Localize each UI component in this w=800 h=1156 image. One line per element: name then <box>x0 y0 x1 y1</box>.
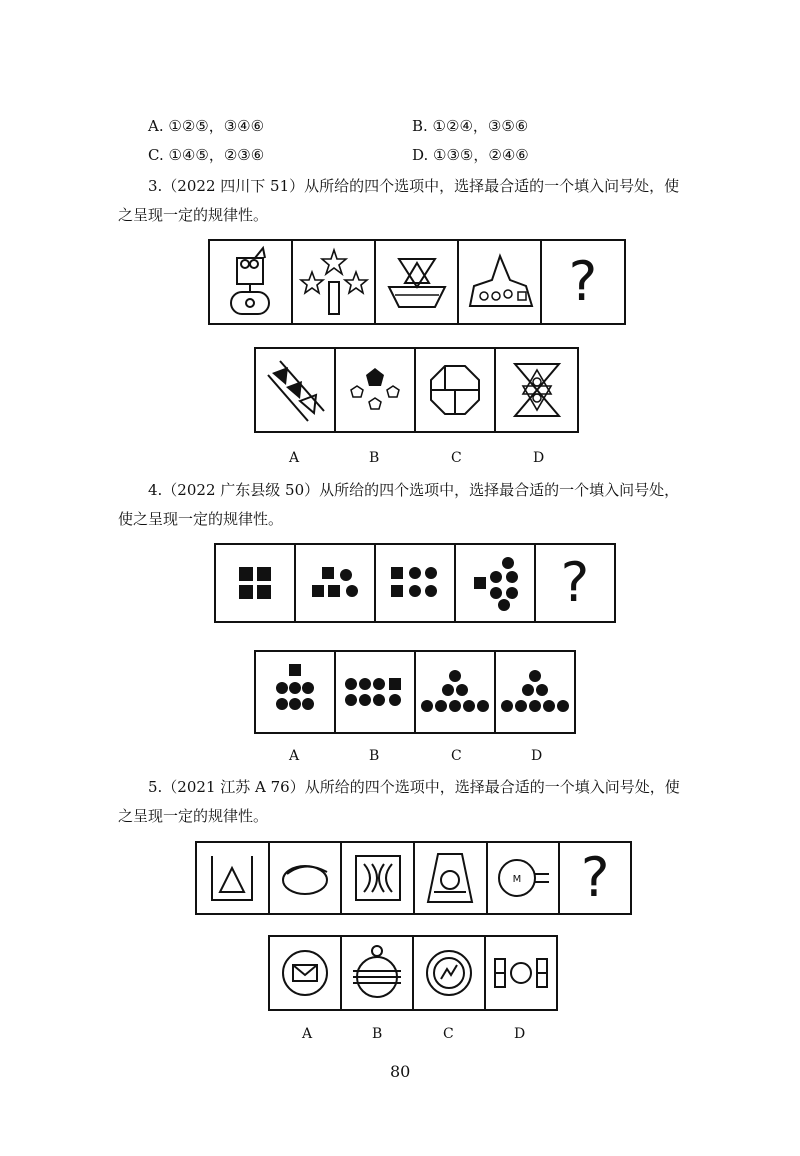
q4-options-row <box>254 650 576 734</box>
q5-options-row <box>268 935 558 1011</box>
q3-label-d: D <box>533 450 545 466</box>
q4-text-line1: 4.（2022 广东县级 50）从所给的四个选项中，选择最合适的一个填入问号处， <box>148 481 680 499</box>
envelope-icon <box>277 945 333 1001</box>
q4-option-b-figure <box>336 652 416 732</box>
q5-figure-1 <box>197 843 270 913</box>
q4-label-c: C <box>451 748 462 764</box>
q3-figure-3 <box>376 241 459 323</box>
option-d: D. ①③⑤，②④⑥ <box>412 146 529 164</box>
q4-question-cell <box>536 545 614 621</box>
hourglass-figure <box>507 358 567 422</box>
option-a: A. ①②⑤，③④⑥ <box>148 117 265 135</box>
q3-figure-4 <box>459 241 542 323</box>
q4-text-line2: 使之呈现一定的规律性。 <box>118 510 284 528</box>
q4-label-d: D <box>531 748 543 764</box>
q5-option-a-figure <box>270 937 342 1009</box>
dots-grid-figure <box>342 672 408 712</box>
option-b: B. ①②④，③⑤⑥ <box>412 117 529 135</box>
q4-option-d-figure <box>496 652 574 732</box>
striped-circle-figure <box>349 943 405 1003</box>
octagon-figure <box>425 360 485 420</box>
robot-figure <box>221 244 281 320</box>
q3-option-c-figure <box>416 349 496 431</box>
option-c: C. ①④⑤，②③⑥ <box>148 146 265 164</box>
q4-option-c-figure <box>416 652 496 732</box>
q3-text-line2: 之呈现一定的规律性。 <box>118 206 269 224</box>
q4-question-row <box>214 543 616 623</box>
question-mark: ? <box>560 551 590 614</box>
q5-figure-5 <box>488 843 561 913</box>
q3-label-c: C <box>451 450 462 466</box>
q3-option-d-figure <box>496 349 577 431</box>
cup-triangle-figure <box>204 850 260 906</box>
q4-figure-2 <box>296 545 376 621</box>
q5-text-line1: 5.（2021 江苏 A 76）从所给的四个选项中，选择最合适的一个填入问号处，使 <box>148 778 680 796</box>
q4-figure-1 <box>216 545 296 621</box>
q5-label-c: C <box>443 1026 454 1042</box>
triangle-dots-figure <box>273 662 317 722</box>
q5-figure-3 <box>342 843 415 913</box>
q4-figure-4 <box>456 545 536 621</box>
ellipse-figure <box>277 850 333 906</box>
q4-label-a: A <box>289 748 300 764</box>
svg-text:M: M <box>512 874 522 885</box>
pentagons-figure <box>343 360 407 420</box>
q5-option-b-figure <box>342 937 414 1009</box>
q5-label-d: D <box>514 1026 526 1042</box>
q3-options-row <box>254 347 579 433</box>
q3-label-b: B <box>369 450 380 466</box>
q5-label-a: A <box>302 1026 313 1042</box>
q5-figure-2 <box>270 843 343 913</box>
q4-figure-3 <box>376 545 456 621</box>
q3-label-a: A <box>289 450 300 466</box>
q5-option-d-figure <box>486 937 556 1009</box>
triangles-basket-figure <box>385 247 449 317</box>
square-dots-figure <box>470 555 520 611</box>
squares-dots-figure-2 <box>389 563 441 603</box>
trapezoid-circle-figure <box>422 848 478 908</box>
q3-question-row <box>208 239 626 325</box>
rings-figure <box>491 945 551 1001</box>
pyramid-dots-figure <box>419 668 491 716</box>
q5-label-b: B <box>372 1026 383 1042</box>
question-mark: ? <box>580 846 610 909</box>
q4-option-a-figure <box>256 652 336 732</box>
spiral-shape-figure <box>464 250 536 314</box>
squares-dots-figure <box>310 563 360 603</box>
q5-question-row <box>195 841 632 915</box>
squares-figure <box>235 563 275 603</box>
q3-figure-2 <box>293 241 376 323</box>
q5-text-line2: 之呈现一定的规律性。 <box>118 807 269 825</box>
q5-figure-4 <box>415 843 488 913</box>
stars-figure <box>296 244 372 320</box>
q3-text-line1: 3.（2022 四川下 51）从所给的四个选项中，选择最合适的一个填入问号处，使 <box>148 177 680 195</box>
q3-figure-1 <box>210 241 293 323</box>
stacked-triangles-figure <box>260 355 330 425</box>
q3-question-cell <box>542 241 624 323</box>
q5-question-cell <box>560 843 630 913</box>
circle-plug-figure <box>493 850 553 906</box>
q5-option-c-figure <box>414 937 486 1009</box>
q3-option-b-figure <box>336 349 416 431</box>
q4-label-b: B <box>369 748 380 764</box>
page-number: 80 <box>390 1062 411 1081</box>
question-mark: ? <box>568 250 598 313</box>
q3-option-a-figure <box>256 349 336 431</box>
pyramid-dots-figure-2 <box>499 668 571 716</box>
lightning-circle-figure <box>421 945 477 1001</box>
box-curves-figure <box>350 850 406 906</box>
